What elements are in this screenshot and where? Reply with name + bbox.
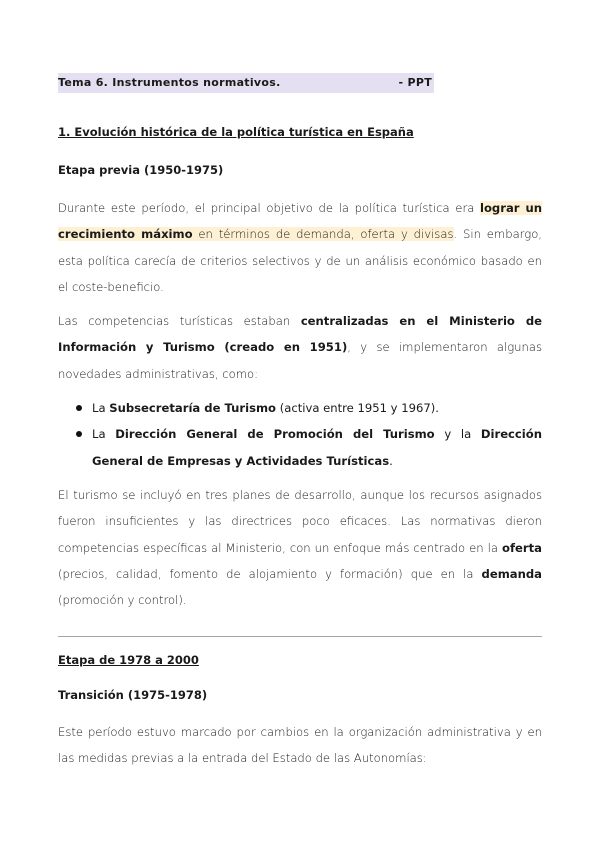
bullet-dot-icon bbox=[76, 431, 82, 437]
document-title: Tema 6. Instrumentos normativos. bbox=[58, 76, 281, 89]
highlight-growth: lograr un crecimiento máximo en términos de demanda, oferta y divisas bbox=[58, 201, 542, 242]
horizontal-divider bbox=[58, 636, 542, 637]
subsection-heading: Etapa previa (1950-1975) bbox=[58, 163, 224, 177]
paragraph-1: Durante este período, el principal objetivo de la política turística era lograr un crecimiento máximo en términos de demanda, oferta y divisas. Sin embargo, esta política carecía de criterios selectivos y de un análisis económico basado en el coste-beneficio. bbox=[58, 201, 542, 294]
bullet-list bbox=[58, 395, 542, 474]
section-heading: 1. Evolución histórica de la política turística en España bbox=[58, 125, 414, 139]
document-tag: - PPT bbox=[398, 76, 432, 89]
bullet-dot-icon bbox=[76, 405, 82, 411]
header-bar bbox=[58, 73, 434, 93]
section-heading: Etapa de 1978 a 2000 bbox=[58, 653, 199, 667]
subsection-heading: Transición (1975-1978) bbox=[58, 688, 208, 702]
paragraph-4: Este período estuvo marcado por cambios en la organización administrativa y en las medidas previas a la entrada del Estado de las Autonomías: bbox=[58, 725, 542, 766]
paragraph-3: El turismo se incluyó en tres planes de desarrollo, aunque los recursos asignados fueron insuficientes y las directrices poco eficaces. Las normativas dieron competencias específicas al Ministerio, con un enfoque más centrado en la oferta (precios, calidad, fomento de alojamiento y formación) que en la demanda (promoción y control). bbox=[58, 488, 542, 608]
list-item: La Dirección General de Promoción del Turismo y la Dirección General de Empresas y Actividades Turísticas. bbox=[58, 421, 542, 474]
paragraph-2: Las competencias turísticas estaban centralizadas en el Ministerio de Información y Turismo (creado en 1951), y se implementaron algunas novedades administrativas, como: bbox=[58, 314, 542, 381]
list-item: La Subsecretaría de Turismo (activa entre 1951 y 1967). bbox=[58, 395, 542, 421]
